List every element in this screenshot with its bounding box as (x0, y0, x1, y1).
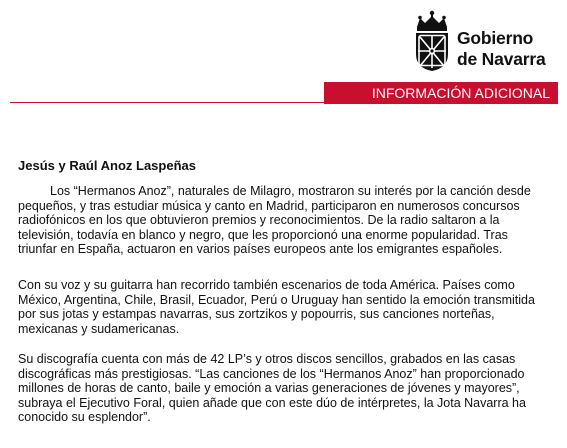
paragraph-line: triunfar en España, actuaron en varios países europeos ante los emigrantes españoles. (18, 242, 503, 257)
logo-text-line1: Gobierno (457, 28, 534, 48)
paragraph-2 (18, 278, 563, 336)
paragraph-line: pequeños, y tras estudiar música y canto en Madrid, participaron en numerosos concursos (18, 198, 520, 213)
paragraph-line: México, Argentina, Chile, Brasil, Ecuador, Perú o Uruguay han sentido la emoción transmitida (18, 292, 535, 307)
paragraph-1 (18, 184, 563, 257)
navarra-coat-of-arms-icon (412, 10, 452, 72)
paragraph-line: mexicanas y sudamericanas. (18, 321, 180, 336)
logo-text-line2: de Navarra (457, 49, 546, 69)
section-banner: INFORMACIÓN ADICIONAL (324, 82, 558, 104)
paragraph-line: por sus jotas y estampas navarras, sus zortzikos y popourris, sus canciones norteñas, (18, 307, 495, 322)
paragraph-line: Con su voz y su guitarra han recorrido también escenarios de toda América. Países como (18, 278, 515, 292)
paragraph-line: discográficas más prestigiosas. “Las canciones de los “Hermanos Anoz” han proporcionado (18, 366, 525, 381)
paragraph-3 (18, 352, 563, 425)
paragraph-line: conocido su esplendor”. (18, 410, 151, 425)
banner-divider (10, 102, 558, 103)
paragraph-line: televisión, todavía en blanco y negro, que les proporcionó una enorme popularidad. Tras (18, 227, 508, 242)
paragraph-line: radiofónicos en los que obtuvieron premios y reconocimientos. De la radio saltaron a la (18, 213, 500, 228)
document-title: Jesús y Raúl Anoz Laspeñas (18, 158, 196, 173)
paragraph-line: Su discografía cuenta con más de 42 LP’s y otros discos sencillos, grabados en las casas (18, 352, 516, 366)
paragraph-line: millones de horas de canto, baile y emoción a varias generaciones de jóvenes y mayores”, (18, 381, 520, 396)
logo-wordmark (457, 28, 545, 70)
paragraph-line: Los “Hermanos Anoz”, naturales de Milagro, mostraron su interés por la canción desde (50, 184, 531, 198)
gobierno-de-navarra-logo (412, 10, 558, 76)
paragraph-line: subraya el Ejecutivo Foral, quien añade que con este dúo de intérpretes, la Jota Navarra ha (18, 395, 526, 410)
